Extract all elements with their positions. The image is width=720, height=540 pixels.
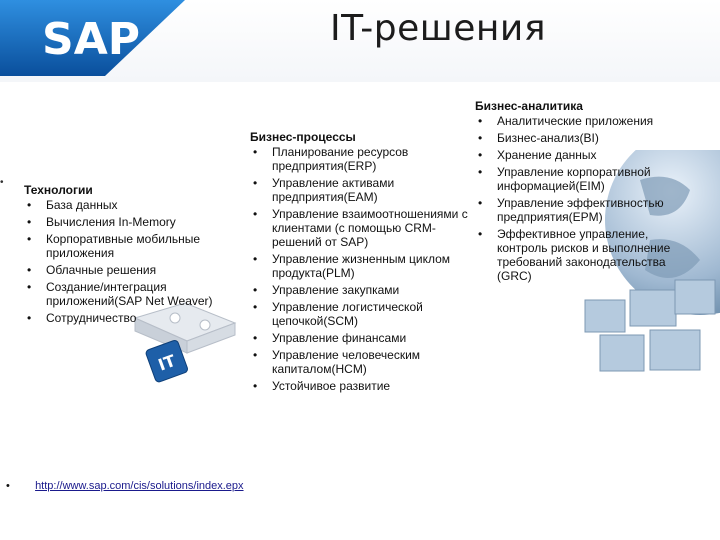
stray-bullet-marker: • xyxy=(0,177,4,188)
list-item: • Вычисления In-Memory xyxy=(24,215,230,229)
list-item: • Управление корпоративной информацией(EIM) xyxy=(475,165,700,193)
technologies-heading: Технологии xyxy=(24,183,93,197)
header-band xyxy=(0,0,720,82)
list-item: • Управление эффективностью предприятия(EPM) xyxy=(475,196,700,224)
list-item: • Аналитические приложения xyxy=(475,114,700,128)
business-analytics-heading: Бизнес-аналитика xyxy=(475,99,583,113)
business-processes-section xyxy=(250,130,475,396)
business-processes-heading: Бизнес-процессы xyxy=(250,130,356,144)
list-item: • Сотрудничество xyxy=(24,311,230,325)
technologies-section xyxy=(24,183,230,328)
list-item: • Создание/интеграция приложений(SAP Net Weaver) xyxy=(24,280,230,308)
list-item: • Хранение данных xyxy=(475,148,700,162)
list-item: • Управление человеческим капиталом(HCM) xyxy=(250,348,475,376)
list-item: • Управление жизненным циклом продукта(PLM) xyxy=(250,252,475,280)
footer-bullet: • xyxy=(6,480,10,492)
list-item: • Управление логистической цепочкой(SCM) xyxy=(250,300,475,328)
list-item: • Эффективное управление, контроль рисков и выполнение требований законодательства (GRC) xyxy=(475,227,700,283)
technologies-list xyxy=(24,198,230,325)
list-item: • Управление закупками xyxy=(250,283,475,297)
footer-link-row xyxy=(6,480,244,492)
list-item: • Планирование ресурсов предприятия(ERP) xyxy=(250,145,475,173)
solutions-link[interactable]: http://www.sap.com/cis/solutions/index.epx xyxy=(35,480,244,492)
list-item: • Устойчивое развитие xyxy=(250,379,475,393)
sap-logo-graphic xyxy=(0,0,185,76)
page-title: IT-решения xyxy=(330,8,546,49)
sap-logo-text: SAP xyxy=(42,14,140,65)
list-item: • Облачные решения xyxy=(24,263,230,277)
business-processes-list xyxy=(250,145,475,393)
list-item: • Управление взаимоотношениями с клиентами (с помощью CRM-решений от SAP) xyxy=(250,207,475,249)
list-item: • База данных xyxy=(24,198,230,212)
list-item: • Бизнес-анализ(BI) xyxy=(475,131,700,145)
puzzle-it-label: IT xyxy=(155,350,178,375)
list-item: • Управление финансами xyxy=(250,331,475,345)
list-item: • Корпоративные мобильные приложения xyxy=(24,232,230,260)
sap-logo xyxy=(0,0,185,76)
business-analytics-section xyxy=(475,99,700,286)
business-analytics-list xyxy=(475,114,700,283)
list-item: • Управление активами предприятия(EAM) xyxy=(250,176,475,204)
